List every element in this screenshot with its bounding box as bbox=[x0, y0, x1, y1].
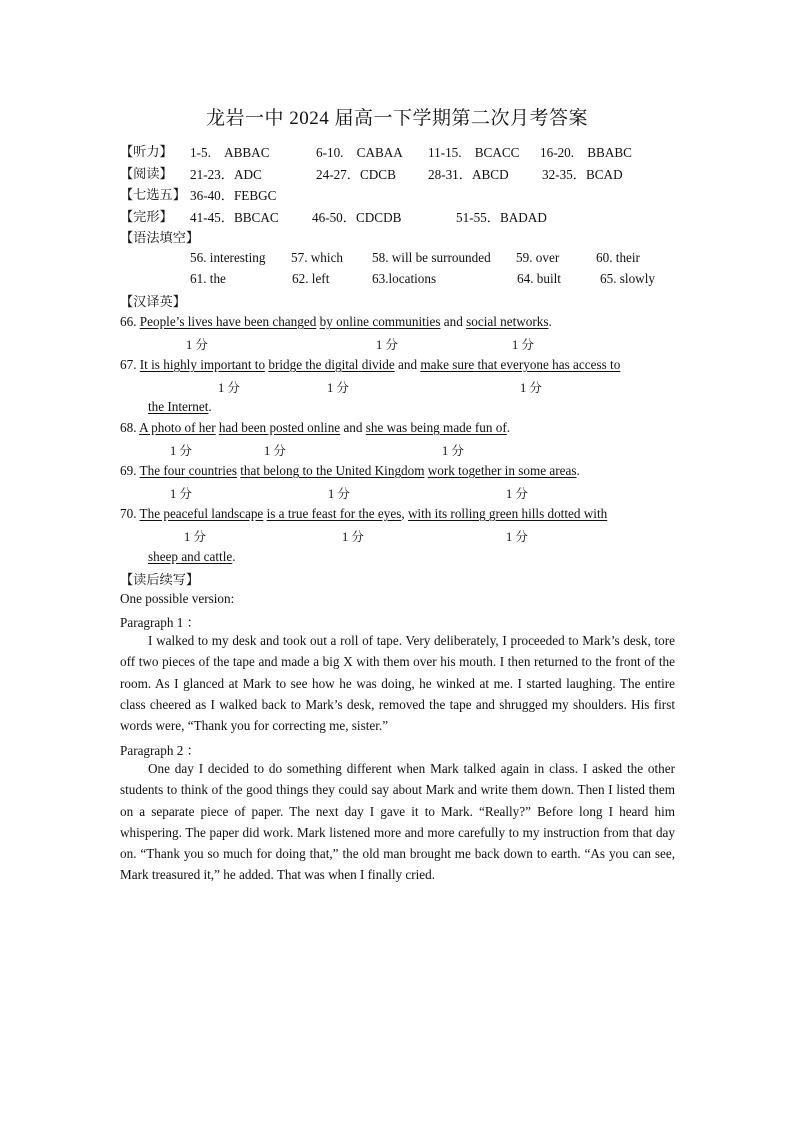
version-intro: One possible version: bbox=[120, 591, 235, 606]
grammar-answer: 61. the bbox=[190, 271, 226, 286]
reading-label: 【阅读】 bbox=[120, 166, 173, 181]
scored-phrase: The peaceful landscape bbox=[139, 506, 264, 521]
scored-phrase: had been posted online bbox=[218, 420, 341, 435]
paragraph-label: Paragraph 2 ： bbox=[120, 743, 200, 758]
grammar-answer: 59. over bbox=[516, 250, 560, 265]
translation-label: 【汉译英】 bbox=[120, 294, 186, 309]
score-mark: 1 分 bbox=[184, 530, 206, 544]
connector-text: and bbox=[343, 420, 363, 435]
grammar-answer: 57. which bbox=[291, 250, 344, 265]
score-mark: 1 分 bbox=[327, 381, 349, 395]
reading-answer: 24-27．CDCB bbox=[316, 167, 396, 182]
seven-five-label: 【七选五】 bbox=[120, 187, 186, 202]
scored-phrase: that belong to the United Kingdom bbox=[240, 463, 425, 478]
connector-text: and bbox=[443, 314, 463, 329]
sentence-number: 69. bbox=[120, 463, 137, 478]
score-mark: 1 分 bbox=[264, 444, 286, 458]
scored-phrase: People’s lives have been changed bbox=[139, 314, 317, 329]
grammar-answer: 62. left bbox=[292, 271, 330, 286]
sentence-number: 68. bbox=[120, 420, 137, 435]
sentence-end: . bbox=[506, 420, 511, 435]
scored-phrase: work together in some areas bbox=[427, 463, 577, 478]
translation-sentence bbox=[120, 357, 620, 373]
scored-phrase: is a true feast for the eyes bbox=[266, 506, 402, 521]
grammar-answer: 60. their bbox=[596, 250, 640, 265]
reading-answer: 28-31．ABCD bbox=[428, 167, 509, 182]
translation-continuation bbox=[148, 549, 236, 565]
scored-phrase: social networks bbox=[466, 314, 549, 329]
cloze-answer: 51-55．BADAD bbox=[456, 210, 547, 225]
scored-phrase: The four countries bbox=[139, 463, 237, 478]
paragraph-text: One day I decided to do something different when Mark talked again in class. I asked the other students to think of the good things they could say about Mark and write them down. Then I listed them on a separate piece of paper. The next day I gave it to Mark. “Really?” Before long I heard him whispering. The paper did work. Mark listened more and more carefully to my instruction from that day on. “Thank you so much for doing that,” the old man brought me back down to earth. “As you can see, Mark treasured it,” he added. That was when I finally cried. bbox=[120, 761, 675, 883]
listening-answer: 6-10. CABAA bbox=[316, 145, 403, 160]
score-mark: 1 分 bbox=[442, 444, 464, 458]
translation-continuation bbox=[148, 399, 212, 415]
sentence-end: . bbox=[208, 399, 212, 414]
score-mark: 1 分 bbox=[506, 530, 528, 544]
continuation-label: 【读后续写】 bbox=[120, 572, 200, 587]
cloze-answer: 41-45．BBCAC bbox=[190, 210, 279, 225]
connector-text: , bbox=[401, 506, 405, 521]
score-mark: 1 分 bbox=[512, 338, 534, 352]
sentence-number: 66. bbox=[120, 314, 137, 329]
sentence-end: . bbox=[232, 549, 236, 564]
translation-sentence bbox=[120, 314, 552, 330]
sentence-number: 67. bbox=[120, 357, 137, 372]
translation-sentence bbox=[120, 420, 510, 436]
reading-answer: 32-35．BCAD bbox=[542, 167, 623, 182]
scored-phrase: she was being made fun of bbox=[365, 420, 507, 435]
grammar-answer: 64. built bbox=[517, 271, 561, 286]
grammar-answer: 58. will be surrounded bbox=[372, 250, 491, 265]
scored-phrase: bridge the digital divide bbox=[268, 357, 395, 372]
score-mark: 1 分 bbox=[218, 381, 240, 395]
score-mark: 1 分 bbox=[328, 487, 350, 501]
page-title: 龙岩一中 2024 届高一下学期第二次月考答案 bbox=[205, 108, 588, 129]
score-mark: 1 分 bbox=[520, 381, 542, 395]
scored-phrase: make sure that everyone has access to bbox=[420, 357, 621, 372]
grammar-answer: 63.locations bbox=[372, 271, 437, 286]
scored-phrase: sheep and cattle bbox=[148, 549, 233, 564]
sentence-number: 70. bbox=[120, 506, 137, 521]
translation-sentence bbox=[120, 463, 580, 479]
scored-phrase: with its rolling green hills dotted with bbox=[407, 506, 608, 521]
score-mark: 1 分 bbox=[170, 487, 192, 501]
paragraph-text: I walked to my desk and took out a roll of tape. Very deliberately, I proceeded to Mark’s desk, tore off two pieces of the tape and made a big X with them over his mouth. I then returned to the front of the room. As I glanced at Mark to see how he was doing, he winked at me. I started laughing. The entire class cheered as I walked back to Mark’s desk, removed the tape and shrugged my shoulders. His first words were, “Thank you for correcting me, sister.” bbox=[120, 633, 675, 734]
sentence-end: . bbox=[548, 314, 552, 329]
grammar-label: 【语法填空】 bbox=[120, 230, 200, 245]
connector-text: and bbox=[398, 357, 418, 372]
cloze-answer: 46-50．CDCDB bbox=[312, 210, 402, 225]
grammar-answer: 65. slowly bbox=[600, 271, 655, 286]
seven-five-answer: 36-40．FEBGC bbox=[190, 188, 277, 203]
cloze-label: 【完形】 bbox=[120, 209, 173, 224]
paragraph-label: Paragraph 1 ： bbox=[120, 615, 200, 630]
score-mark: 1 分 bbox=[170, 444, 192, 458]
listening-answer: 1-5. ABBAC bbox=[190, 145, 270, 160]
sentence-end: . bbox=[576, 463, 580, 478]
score-mark: 1 分 bbox=[342, 530, 364, 544]
listening-label: 【听力】 bbox=[120, 144, 173, 159]
scored-phrase: A photo of her bbox=[139, 420, 216, 435]
listening-answer: 16-20. BBABC bbox=[540, 145, 632, 160]
score-mark: 1 分 bbox=[376, 338, 398, 352]
score-mark: 1 分 bbox=[186, 338, 208, 352]
scored-phrase: It is highly important to bbox=[139, 357, 266, 372]
listening-answer: 11-15. BCACC bbox=[428, 145, 520, 160]
grammar-answer: 56. interesting bbox=[190, 250, 266, 265]
scored-phrase: the Internet bbox=[148, 399, 209, 414]
scored-phrase: by online communities bbox=[319, 314, 441, 329]
reading-answer: 21-23．ADC bbox=[190, 167, 262, 182]
score-mark: 1 分 bbox=[506, 487, 528, 501]
translation-sentence bbox=[120, 506, 607, 522]
